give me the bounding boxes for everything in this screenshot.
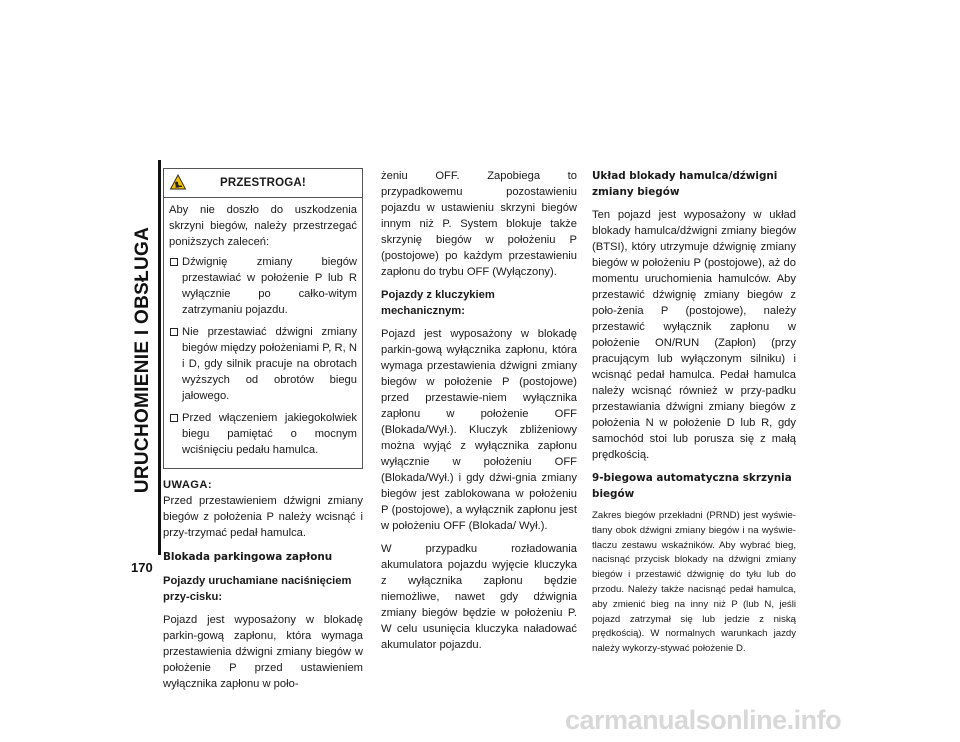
- paragraph: Pojazd jest wyposażony w blokadę parkin-gową wyłącznika zapłonu, która wymaga przestawienia dźwigni zmiany biegów w położenie P (postojowe) przed przestawie-niem wyłącznika zapłonu w położenie OFF (Blokada/Wył.). Kluczyk zbliżeniowy można wyjąć z wyłącznika zapłonu wyłącznie w położeniu OFF (Blokada/Wył.) i gdy dźwi-gnia zmiany biegów jest zablokowana w położeniu P (postojowe), a wyłącznik zapłonu jest w położeniu OFF (Blokada/ Wył.).: [381, 328, 577, 532]
- sub-heading-mechanical-key: Pojazdy z kluczykiem mechanicznym:: [381, 289, 495, 317]
- warning-item: Nie przestawiać dźwigni zmiany biegów między położeniami P, R, N i D, gdy silnik pracuje na obrotach wyższych od obrotów biegu jałowego.: [169, 324, 357, 404]
- warning-intro: Aby nie doszło do uszkodzenia skrzyni biegów, należy przestrzegać poniższych zaleceń:: [169, 204, 357, 248]
- text-column-3: [592, 168, 796, 664]
- paragraph: żeniu OFF. Zapobiega to przypadkowemu pozostawieniu pojazdu w ustawieniu skrzyni biegów innym niż P. System blokuje także skrzynię biegów w położeniu P (postojowe) po każdym przestawieniu zapłonu do trybu OFF (Wyłączony).: [381, 170, 577, 278]
- page-number: 170: [131, 560, 153, 575]
- note-label: UWAGA:: [163, 479, 213, 491]
- section-heading-btsi: Układ blokady hamulca/dźwigni zmiany biegów: [592, 170, 778, 198]
- paragraph: Zakres biegów przekładni (PRND) jest wyświe-tlany obok dźwigni zmiany biegów i na wyświe-tlaczu zestawu wskaźników. Aby wybrać bieg, nacisnąć przycisk blokady na dźwigni zmiany biegów i przestawić dźwignię do tyłu lub do przodu. Należy także nacisnąć pedał hamulca, aby zmienić bieg na inny niż P (lub N, jeśli pojazd zatrzymał się lub jedzie z niską prędkością). W normalnych warunkach jazdy należy wykorzy-stywać położenie D.: [592, 510, 796, 655]
- warning-list: [169, 254, 357, 458]
- square-bullet-icon: [170, 258, 178, 266]
- warning-item: Dźwignię zmiany biegów przestawiać w położenie P lub R wyłącznie po całko-witym zatrzymaniu pojazdu.: [169, 254, 357, 318]
- paragraph: Pojazd jest wyposażony w blokadę parkin-gową zapłonu, która wymaga przestawienia dźwigni zmiany biegów w położenie P przed ustawieniem wyłącznika zapłonu w poło-: [163, 614, 363, 690]
- sub-heading-push-button: Pojazdy uruchamiane naciśnięciem przy-cisku:: [163, 575, 352, 603]
- warning-title: PRZESTROGA!: [220, 177, 306, 189]
- chapter-title: URUCHOMIENIE I OBSŁUGA: [132, 226, 154, 494]
- section-heading-ignition-park-interlock: Blokada parkingowa zapłonu: [163, 551, 333, 563]
- paragraph: W przypadku rozładowania akumulatora pojazdu wyjęcie kluczyka z wyłącznika zapłonu będzie niemożliwe, nawet gdy dźwignia zmiany biegów będzie w położeniu P. W celu usunięcia kluczyka naładować akumulator pojazdu.: [381, 543, 577, 651]
- square-bullet-icon: [170, 328, 178, 336]
- warning-body: [164, 198, 362, 468]
- watermark-logo: carmanualsonline.info: [565, 705, 842, 735]
- warning-header: [164, 169, 362, 198]
- paragraph: Ten pojazd jest wyposażony w układ blokady hamulca/dźwigni zmiany biegów (BTSI), który utrzymuje dźwignię zmiany biegów w położeniu P (postojowe), aż do momentu uruchomienia hamulców. Aby przestawić dźwignię zmiany biegów z poło-żenia P (postojowe), należy przestawić wyłącznik zapłonu w położenie ON/RUN (Zapłon) (przy pracującym lub wyłączonym silniku) i wcisnąć pedał hamulca. Pedał hamulca należy wcisnąć również w przy-padku przestawiania dźwigni zmiany biegów z położenia N w położenie D lub R, gdy samochód stoi lub porusza się z małą prędkością.: [592, 209, 796, 461]
- warning-item: Przed włączeniem jakiegokolwiek biegu pamiętać o mocnym wciśnięciu pedału hamulca.: [169, 410, 357, 458]
- chapter-tab-bar: [158, 160, 161, 555]
- section-heading-9-speed: 9-biegowa automatyczna skrzynia biegów: [592, 472, 792, 500]
- warning-triangle-icon: [170, 174, 186, 190]
- text-column-1: [163, 168, 363, 699]
- text-column-2: [381, 168, 577, 660]
- warning-box: [163, 168, 363, 469]
- chapter-side-tab: [130, 160, 157, 560]
- note-text: Przed przestawieniem dźwigni zmiany biegów z położenia P należy wcisnąć i przy-trzymać pedał hamulca.: [163, 495, 363, 539]
- square-bullet-icon: [170, 414, 178, 422]
